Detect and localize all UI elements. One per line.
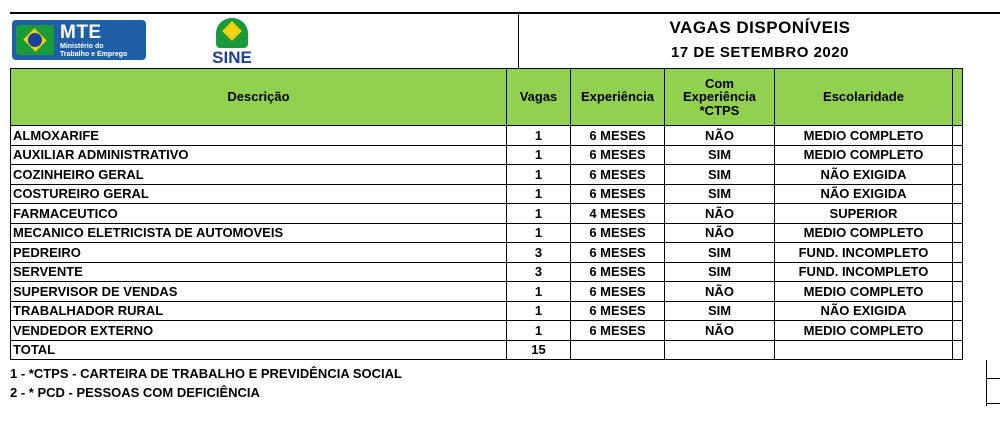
cell-experiencia: 6 MESES <box>571 301 665 321</box>
cell-ctps: NÃO <box>665 321 775 341</box>
sine-logo-text: SINE <box>212 48 252 67</box>
footnote-pcd: 2 - * PCD - PESSOAS COM DEFICIÊNCIA <box>10 385 260 400</box>
cell-vagas: 1 <box>507 165 571 185</box>
page-title: VAGAS DISPONÍVEIS <box>669 18 851 37</box>
header-vagas: Vagas <box>507 69 571 126</box>
cell-escolaridade: SUPERIOR <box>775 204 953 224</box>
header-extra <box>953 69 963 126</box>
title-box <box>518 14 1000 70</box>
cell-extra <box>953 126 963 146</box>
cell-experiencia: 6 MESES <box>571 282 665 302</box>
total-empty-1 <box>571 340 665 360</box>
cell-extra <box>953 165 963 185</box>
cell-escolaridade: MEDIO COMPLETO <box>775 321 953 341</box>
total-label: TOTAL <box>11 340 507 360</box>
table-row <box>11 204 963 224</box>
mte-logo-sub1: Ministério do <box>60 42 104 50</box>
cell-descricao: SUPERVISOR DE VENDAS <box>11 282 507 302</box>
header-escolaridade: Escolaridade <box>775 69 953 126</box>
cell-descricao: ALMOXARIFE <box>11 126 507 146</box>
cell-experiencia: 6 MESES <box>571 223 665 243</box>
cell-ctps: SIM <box>665 145 775 165</box>
cell-ctps: SIM <box>665 301 775 321</box>
cell-descricao: PEDREIRO <box>11 243 507 263</box>
cell-extra <box>953 282 963 302</box>
cell-ctps: SIM <box>665 243 775 263</box>
cell-vagas: 3 <box>507 262 571 282</box>
header-ctps: Com Experiência *CTPS <box>665 69 775 126</box>
total-empty-2 <box>665 340 775 360</box>
cell-descricao: TRABALHADOR RURAL <box>11 301 507 321</box>
cell-escolaridade: NÃO EXIGIDA <box>775 301 953 321</box>
cell-descricao: AUXILIAR ADMINISTRATIVO <box>11 145 507 165</box>
cell-extra <box>953 145 963 165</box>
cell-extra <box>953 184 963 204</box>
total-value: 15 <box>507 340 571 360</box>
cell-ctps: SIM <box>665 165 775 185</box>
table-row <box>11 282 963 302</box>
mte-logo <box>12 20 146 60</box>
cell-extra <box>953 301 963 321</box>
cell-extra <box>953 204 963 224</box>
cell-ctps: NÃO <box>665 204 775 224</box>
table-header-row <box>11 69 963 126</box>
cell-vagas: 1 <box>507 204 571 224</box>
cell-descricao: VENDEDOR EXTERNO <box>11 321 507 341</box>
cell-descricao: MECANICO ELETRICISTA DE AUTOMOVEIS <box>11 223 507 243</box>
cell-descricao: COZINHEIRO GERAL <box>11 165 507 185</box>
cell-experiencia: 6 MESES <box>571 145 665 165</box>
vacancies-table <box>10 68 963 360</box>
table-row <box>11 184 963 204</box>
cell-ctps: NÃO <box>665 282 775 302</box>
table-row <box>11 145 963 165</box>
page-date: 17 DE SETEMBRO 2020 <box>671 44 849 61</box>
total-empty-4 <box>953 340 963 360</box>
cell-ctps: SIM <box>665 262 775 282</box>
cell-escolaridade: MEDIO COMPLETO <box>775 145 953 165</box>
mte-logo-text: MTE <box>60 21 102 43</box>
footnotes <box>10 364 402 402</box>
cell-descricao: SERVENTE <box>11 262 507 282</box>
table-row <box>11 301 963 321</box>
footnote-ctps: 1 - *CTPS - CARTEIRA DE TRABALHO E PREVIDÊNCIA SOCIAL <box>10 366 402 381</box>
cell-experiencia: 4 MESES <box>571 204 665 224</box>
cell-experiencia: 6 MESES <box>571 243 665 263</box>
cell-escolaridade: MEDIO COMPLETO <box>775 223 953 243</box>
cell-escolaridade: NÃO EXIGIDA <box>775 184 953 204</box>
cell-escolaridade: NÃO EXIGIDA <box>775 165 953 185</box>
cell-vagas: 3 <box>507 243 571 263</box>
cell-extra <box>953 223 963 243</box>
cell-vagas: 1 <box>507 282 571 302</box>
cell-vagas: 1 <box>507 145 571 165</box>
brazil-flag-icon <box>16 25 54 55</box>
cell-vagas: 1 <box>507 223 571 243</box>
cell-experiencia: 6 MESES <box>571 165 665 185</box>
total-row <box>11 340 963 360</box>
sine-mark-icon <box>216 18 248 48</box>
cell-escolaridade: FUND. INCOMPLETO <box>775 262 953 282</box>
cell-vagas: 1 <box>507 126 571 146</box>
table-row <box>11 321 963 341</box>
cell-extra <box>953 321 963 341</box>
table-row <box>11 243 963 263</box>
total-empty-3 <box>775 340 953 360</box>
mte-logo-sub2: Trabalho e Emprego <box>60 50 128 58</box>
cell-extra <box>953 262 963 282</box>
right-edge-cells <box>986 360 1000 406</box>
table-row <box>11 126 963 146</box>
logo-area <box>10 14 518 70</box>
table-row <box>11 165 963 185</box>
cell-escolaridade: FUND. INCOMPLETO <box>775 243 953 263</box>
cell-descricao: COSTUREIRO GERAL <box>11 184 507 204</box>
cell-ctps: NÃO <box>665 126 775 146</box>
cell-descricao: FARMACEUTICO <box>11 204 507 224</box>
cell-vagas: 1 <box>507 321 571 341</box>
cell-experiencia: 6 MESES <box>571 184 665 204</box>
cell-extra <box>953 243 963 263</box>
sine-logo <box>202 18 262 66</box>
sheet-header <box>10 12 1000 70</box>
cell-experiencia: 6 MESES <box>571 321 665 341</box>
cell-ctps: NÃO <box>665 223 775 243</box>
table-row <box>11 223 963 243</box>
cell-vagas: 1 <box>507 301 571 321</box>
cell-ctps: SIM <box>665 184 775 204</box>
cell-escolaridade: MEDIO COMPLETO <box>775 282 953 302</box>
header-descricao: Descrição <box>11 69 507 126</box>
cell-experiencia: 6 MESES <box>571 126 665 146</box>
cell-escolaridade: MEDIO COMPLETO <box>775 126 953 146</box>
cell-vagas: 1 <box>507 184 571 204</box>
table-row <box>11 262 963 282</box>
cell-experiencia: 6 MESES <box>571 262 665 282</box>
header-experiencia: Experiência <box>571 69 665 126</box>
